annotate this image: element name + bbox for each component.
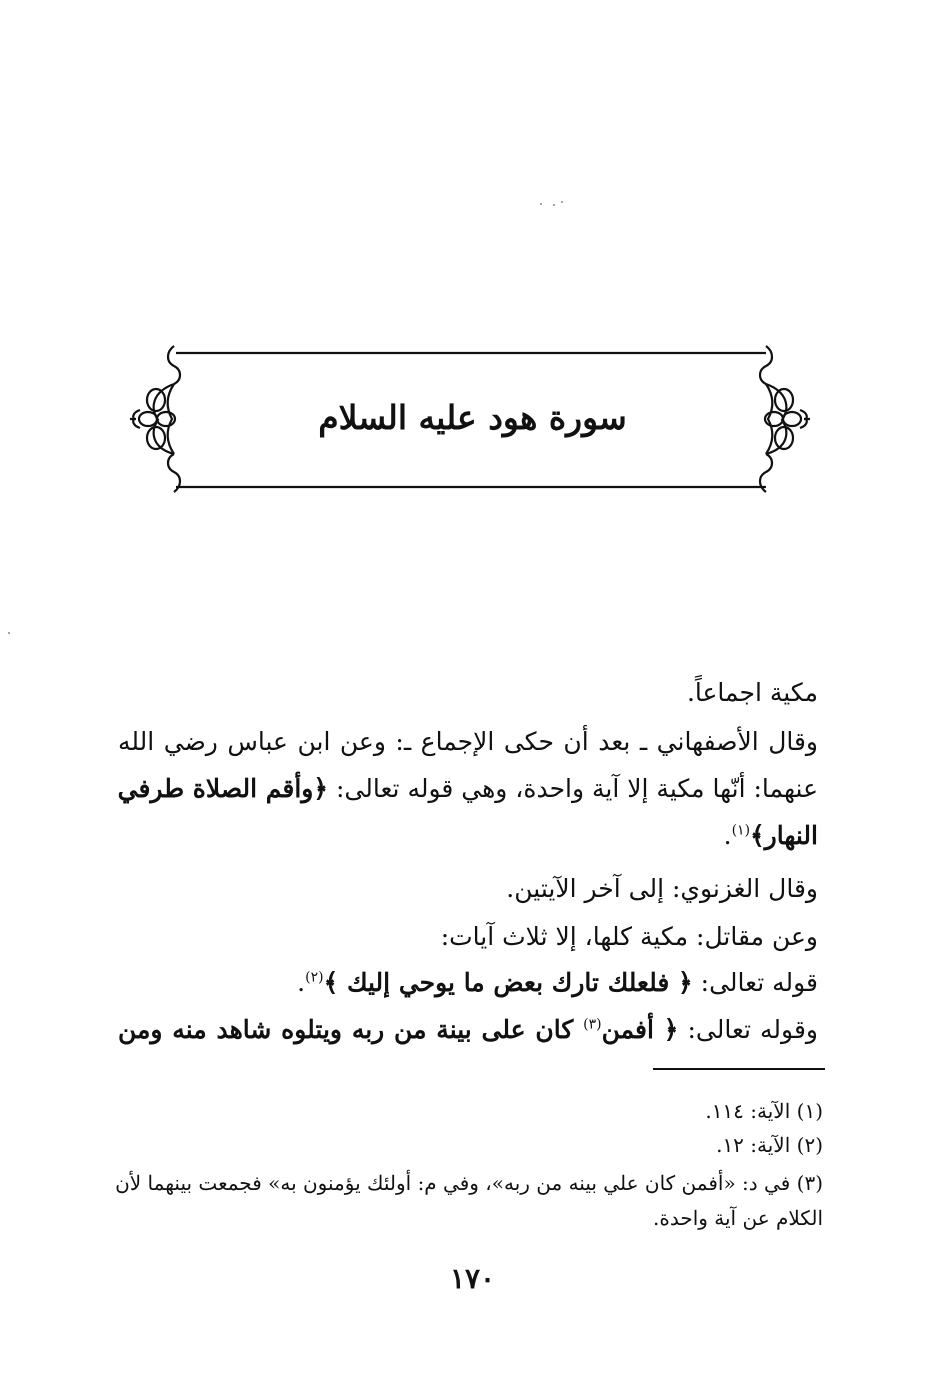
- quran-quote-1: ﴿وأقم الصلاة طرفي: [117, 774, 329, 803]
- text-line-1: مكية اجماعاً.: [686, 678, 818, 707]
- text-line-3: [118, 774, 818, 803]
- text-line-7-end: .: [297, 968, 306, 997]
- quran-quote-1-end: النهار﴾: [750, 821, 818, 850]
- text-line-8: [118, 1015, 818, 1044]
- text-line-3-plain: عنهما: أنّها مكية إلا آية واحدة، وهي قوله تعالى:: [328, 774, 818, 803]
- quran-quote-2: ﴿ فلعلك تارك بعض ما يوحي إليك ﴾: [323, 968, 693, 997]
- text-line-7-plain: قوله تعالى:: [692, 968, 818, 997]
- scan-speck: [553, 204, 555, 206]
- footnote-ref-3: (٣): [583, 1016, 602, 1033]
- text-line-2: وقال الأصفهاني ـ بعد أن حكى الإجماع ـ: وعن ابن عباس رضي الله: [118, 727, 818, 756]
- footnote-3-line-1: (٣) في د: «أفمن كان علي بينه من ربه»، وفي م: أولئك يؤمنون به» فجمعت بينهما لأن: [115, 1171, 823, 1195]
- footnote-2: (٢) الآية: ١٢.: [716, 1133, 823, 1157]
- quran-quote-3-start: ﴿ أفمن: [601, 1015, 679, 1044]
- text-line-5: وقال الغزنوي: إلى آخر الآيتين.: [506, 874, 818, 903]
- footnote-separator: [653, 1068, 825, 1070]
- quran-quote-3: كان على بينة من ربه ويتلوه شاهد منه ومن: [118, 1015, 584, 1044]
- page-number: ١٧٠: [449, 1262, 496, 1295]
- chapter-title: سورة هود عليه السلام: [318, 398, 627, 437]
- footnote-1: (١) الآية: ١١٤.: [705, 1099, 823, 1123]
- footnote-ref-2: (٢): [305, 969, 324, 986]
- text-line-4-end: .: [723, 821, 732, 850]
- scan-speck: [561, 201, 563, 203]
- footnote-ref-1: (١): [731, 822, 751, 839]
- scan-speck: [540, 203, 542, 205]
- text-line-6: وعن مقاتل: مكية كلها، إلا ثلاث آيات:: [440, 922, 818, 951]
- text-line-7: [297, 968, 818, 997]
- footnote-3-line-2: الكلام عن آية واحدة.: [653, 1206, 823, 1230]
- scan-speck: [8, 632, 10, 634]
- text-line-8-plain: وقوله تعالى:: [678, 1015, 818, 1044]
- text-line-4: [724, 821, 818, 850]
